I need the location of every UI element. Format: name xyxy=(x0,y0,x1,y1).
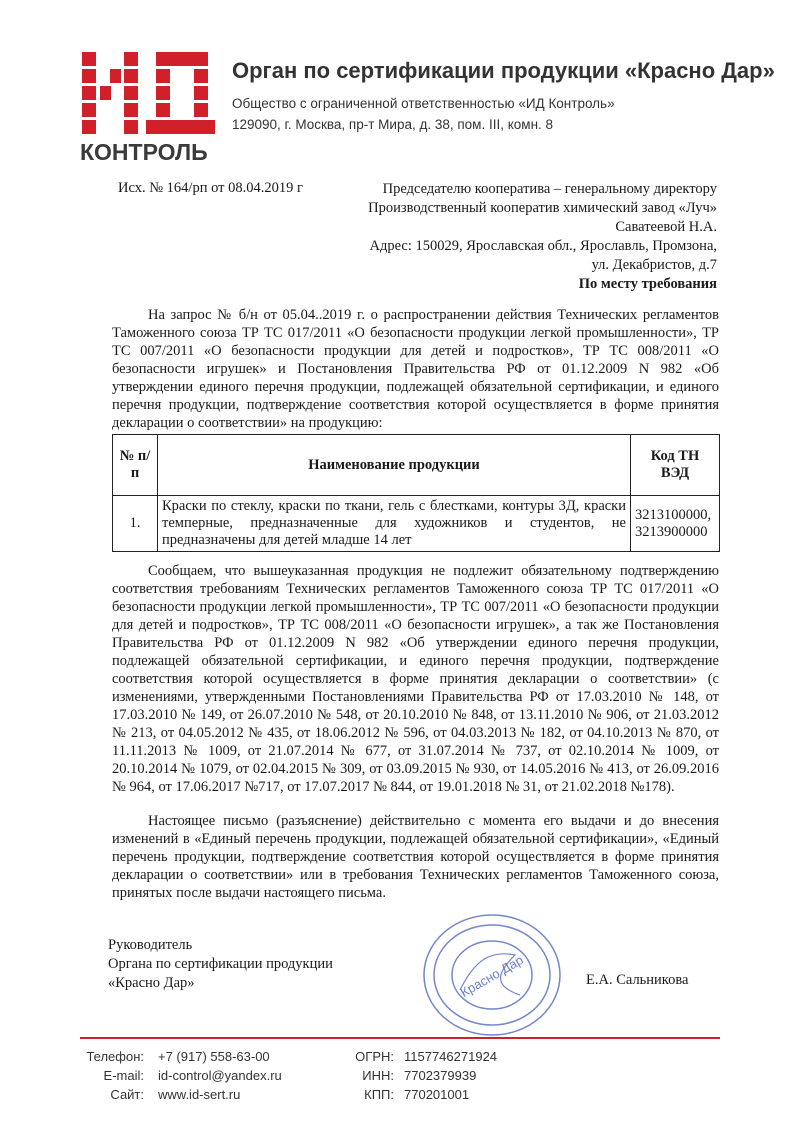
addressee-line: ул. Декабристов, д.7 xyxy=(591,257,717,273)
phone-number: +7 (917) 558-63-00 xyxy=(158,1049,270,1064)
inn-value: 7702379939 xyxy=(404,1068,477,1083)
row-number: 1. xyxy=(113,496,158,552)
company-address: 129090, г. Москва, пр-т Мира, д. 38, пом. III, комн. 8 xyxy=(232,117,554,132)
footer-divider xyxy=(80,1037,720,1039)
id-control-logo xyxy=(80,50,215,165)
addressee-block xyxy=(368,180,717,294)
kpp-value: 770201001 xyxy=(404,1087,470,1102)
org-title: Орган по сертификации продукции «Красно Дар» xyxy=(232,58,775,83)
email-address: id-control@yandex.ru xyxy=(158,1068,282,1083)
footer-contacts: Телефон: +7 (917) 558-63-00 E-mail: id-control@yandex.ru Сайт: www.id-sert.ru xyxy=(86,1049,282,1102)
body-paragraph-1: Сообщаем, что вышеуказанная продукция не подлежит обязательному подтверждению соответствия требованиям Технических регламентов Таможенного союза ТР ТС 017/2011 «О безопасности продукции легкой промышленности», ТР ТС 007/2011 «О безопасности продукции для детей и подростков», ТР ТС 008/2011 «О безопасности игрушек», а так же Постановления Правительства РФ от 01.12.2009 N 982 «Об утверждении единого перечня продукции, подлежащей обязательной сертификации, и единого перечня продукции, подтверждение соответствия которой осуществляется в форме принятия декларации о соответствии» (с изменениями, утвержденными Постановлениями Правительства РФ от 17.03.2010 № 148, от 17.03.2010 № 149, от 26.07.2010 № 548, от 20.10.2010 № 848, от 13.11.2010 № 906, от 21.03.2012 № 213, от 04.05.2012 № 435, от 18.06.2012 № 596, от 04.03.2013 № 182, от 04.10.2013 № 870, от 11.11.2013 № 1009, от 21.07.2014 № 677, от 31.07.2014 № 737, от 02.10.2014 № 1009, от 20.10.2014 № 1079, от 02.04.2015 № 309, от 03.09.2015 № 930, от 14.05.2016 № 413, от 26.09.2016 № 964, от 17.06.2017 №717, от 17.07.2017 № 844, от 19.01.2018 № 31, от 21.02.2018 №178). xyxy=(112,563,719,795)
row-code: 3213100000, 3213900000 xyxy=(631,496,720,552)
table-header-row xyxy=(113,435,720,496)
footer-registration: ОГРН: 1157746271924 ИНН: 7702379939 КПП: 770201001 xyxy=(355,1049,498,1102)
table-row xyxy=(113,496,720,552)
official-stamp xyxy=(420,910,565,1040)
company-name: Общество с ограниченной ответственностью «ИД Контроль» xyxy=(232,96,615,111)
row-product-name: Краски по стеклу, краски по ткани, гель с блестками, контуры 3Д, краски темперные, предназначенные для художников и студентов, не предназначены для детей младше 14 лет xyxy=(158,496,631,552)
col-name-header: Наименование продукции xyxy=(158,435,631,496)
addressee-destination: По месту требования xyxy=(578,276,717,292)
intro-paragraph: На запрос № б/н от 05.04..2019 г. о распространении действия Технических регламентов Таможенного союза ТР ТС 017/2011 «О безопасности продукции легкой промышленности», ТР ТС 007/2011 «О безопасности продукции для детей и подростков», ТР ТС 008/2011 «О безопасности игрушек» и Постановления Правительства РФ от 01.12.2009 N 982 «Об утверждении единого перечня продукции, подлежащей обязательной сертификации, и единого перечня продукции, подтверждение соответствия которой осуществляется в форме принятия декларации о соответствии» на продукцию: xyxy=(112,307,719,431)
product-table xyxy=(112,434,720,552)
addressee-line: Саватеевой Н.А. xyxy=(615,219,717,235)
ogrn-value: 1157746271924 xyxy=(404,1049,498,1064)
addressee-line: Адрес: 150029, Ярославская обл., Ярославль, Промзона, xyxy=(369,238,717,254)
outgoing-reference: Исх. № 164/рп от 08.04.2019 г xyxy=(118,180,303,196)
signer-name: Е.А. Сальникова xyxy=(586,972,689,988)
signer-title: Руководитель Органа по сертификации продукции «Красно Дар» xyxy=(108,937,333,991)
addressee-line: Производственный кооператив химический завод «Луч» xyxy=(368,200,717,216)
col-code-header: Код ТН ВЭД xyxy=(631,435,720,496)
svg-text:Красно Дар: Красно Дар xyxy=(457,952,526,1001)
svg-text:КОНТРОЛЬ: КОНТРОЛЬ xyxy=(80,139,208,165)
body-paragraph-2: Настоящее письмо (разъяснение) действительно с момента его выдачи и до внесения изменений в «Единый перечень продукции, подлежащей обязательной сертификации», «Единый перечень продукции, подтверждение соответствия которой осуществляется в форме принятия декларации о соответствии» или в требования Технических регламентов Таможенного союза, принятых после выдачи настоящего письма. xyxy=(112,813,719,901)
col-number-header: № п/п xyxy=(113,435,158,496)
website: www.id-sert.ru xyxy=(158,1087,241,1102)
addressee-line: Председателю кооператива – генеральному директору xyxy=(382,181,717,197)
